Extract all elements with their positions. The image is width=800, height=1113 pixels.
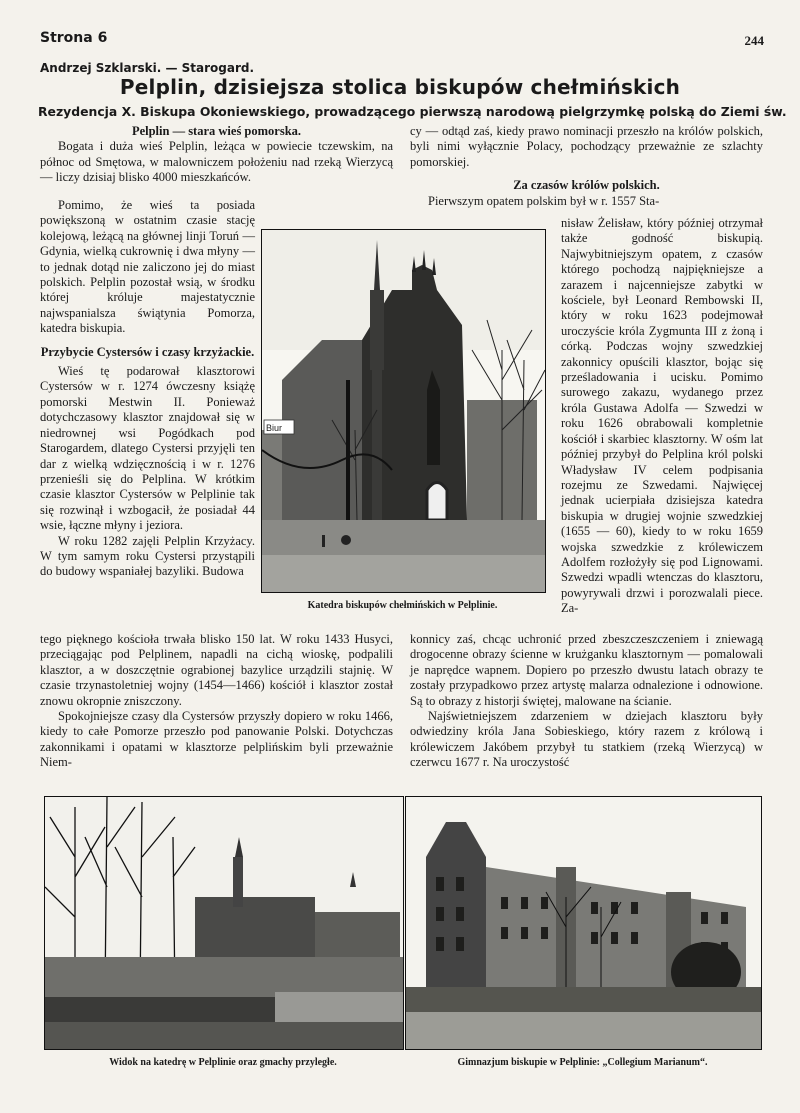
gymnasium-caption: Gimnazjum biskupie w Pelplinie: „Collegium Marianum“. [457,1057,708,1068]
article-title: Pelplin, dzisiejsza stolica biskupów chełmińskich [119,75,681,99]
paragraph-cistercians: Wieś tę podarował klasztorowi Cystersów w r. 1274 ówczesny książę pomorski Mestwin II. Ponieważ dotychczasowy klasztor znajdował się w niedrownej wsi Pogódkach pod Starogardem, dlatego Cystersi przyjęli ten dar z wielką wdzięcznością i w r. 1276 przenieśli się do Pelplina. W krótkim czasie klasztor Cystersów w Pelplinie tak się rozwinął i wzbogacił, że posiadał 44 wsie, łączne młyny i jeziora. [40,364,255,533]
page-section-label: Strona 6 [40,30,108,46]
paragraph-swedish-wars: nisław Żelisław, który później otrzymał także godność biskupią. Najwybitniejszym opatem, z czasów którego pochodzą najpiękniejsze a zarazem i najcenniejsze zabytki w kościele, był Leonard Rembowski II, który w roku 1623 podejmował uroczyście króla Zygmunta III z żoną i córką. Podczas wojny szwedzkiej zakonnicy opuścili klasztor, bojąc się prześladowania i ucisku. Pomimo surowego zakazu, wydanego przez króla Gustawa Adolfa — Szwedzi w roku 1626 obrabowali kompletnie kościół i skarbiec klasztorny. W ośm lat później przybył do Pelplina król polski Władysław IV celem podpisania rozejmu ze Szwedami. Najwięcej jednak ucierpiała dzisiejsza katedra biskupia w drugiej wojnie szwedzkiej (1655 — 60), kiedy to w roku 1659 wojska szwedzkie z królewiczem Adolfem rozłożyły się pod Lignowami. Szwedzi wpadli wtenczas do klasztoru, powyrywali drzwi i porozwalali piece. Za- [561,216,763,616]
cathedral-view-illustration [45,797,403,1049]
paragraph-frescoes: konnicy zaś, chcąc uchronić przed zbeszczeszczeniem i zniewagą drogocenne obrazy ścienne w krużganku klasztornym — pomalowali je naprędce wapnem. Dopiero po przeszło dwustu latach obrazy te zostały przypadkowo przez artystę malarza odnalezione i odnowione. Są to obrazy z historji świętej, malowane na ścianie. [410,632,763,708]
left-column-top [40,124,393,186]
cathedral-view-photo [44,796,404,1050]
cathedral-view-caption: Widok na katedrę w Pelplinie oraz gmachy przyległe. [109,1057,337,1068]
paragraph-hussites: tego pięknego kościoła trwała blisko 150 lat. W roku 1433 Husyci, przeciągając pod Pelplinem, napadli na cichą wioskę, podpalili klasztor, a w doszczętnie ograbionej bazylice urządzili stajnię. W czasie trzynastoletniej wojny (1454—1466) kościół i klasztor został znowu okropnie zniszczony. [40,632,393,708]
article-author: Andrzej Szklarski. — Starogard. [40,61,255,75]
gymnasium-photo [405,796,762,1050]
cathedral-illustration [262,230,545,592]
paragraph-polish-rule: Spokojniejsze czasy dla Cystersów przyszły dopiero w roku 1466, kiedy to całe Pomorze przeszło pod panowanie Polski. Dotychczas zakonnikami i opatami w klasztorze pelplińskim byli przeważnie Niem- [40,709,393,770]
right-column-top [410,124,763,209]
cathedral-photo [261,229,546,593]
paragraph-village-intro: Bogata i duża wieś Pelplin, leżąca w powiecie tczewskim, na północ od Smętowa, w malowniczem położeniu nad rzeką Wierzycą — liczy dzisiaj blisko 4000 mieszkańców. [40,139,393,185]
paragraph-teutonic: W roku 1282 zajęli Pelplin Krzyżacy. W tym samym roku Cystersi przystąpili do budowy wspaniałej bazyliki. Budowa [40,533,255,579]
left-column-bottom [40,632,393,771]
section-heading-old-village: Pelplin — stara wieś pomorska. [131,124,302,138]
paragraph-sobieski: Najświetniejszem zdarzeniem w dziejach klasztoru były odwiedziny króla Jana Sobieskiego, który razem z królową i królewiczem Jakóbem przybył tu statkiem (rzeką Wierzycą) w czerwcu 1677 r. Na uroczystość [410,709,763,770]
section-heading-polish-kings: Za czasów królów polskich. [513,178,660,193]
paragraph-first-abbot: Pierwszym opatem polskim był w r. 1557 Sta- [428,193,660,208]
left-column-middle [40,198,255,580]
gymnasium-illustration [406,797,761,1049]
page-number: 244 [744,33,764,48]
cathedral-caption: Katedra biskupów chełmińskich w Pelplinie. [307,600,498,611]
article-subtitle: Rezydencja X. Biskupa Okoniewskiego, prowadzącego pierwszą narodową pielgrzymkę polską do Ziemi św. [38,104,787,119]
right-column-bottom [410,632,763,771]
paragraph-railway: Pomimo, że wieś ta posiada powiększoną w ostatnim czasie stację kolejową, leżącą na głównej linji Toruń — Gdynia, wielką cukrownię i dwa młyny — to jednak dotąd nie zaliczono jej do miast polskich. Pelplin pozostał wsią, w środku której króluje majestatycznie najwspanialsza świątynia Pomorza, katedra biskupia. [40,198,255,336]
paragraph-polish-abbots: cy — odtąd zaś, kiedy prawo nominacji przeszło na królów polskich, byli nimi wyłącznie Polacy, pochodzący przeważnie ze szlachty pomorskiej. [410,124,763,169]
section-heading-cistercians: Przybycie Cystersów i czasy krzyżackie. [40,344,255,359]
right-column-middle [561,216,763,617]
sign-text: Biur [266,423,283,433]
